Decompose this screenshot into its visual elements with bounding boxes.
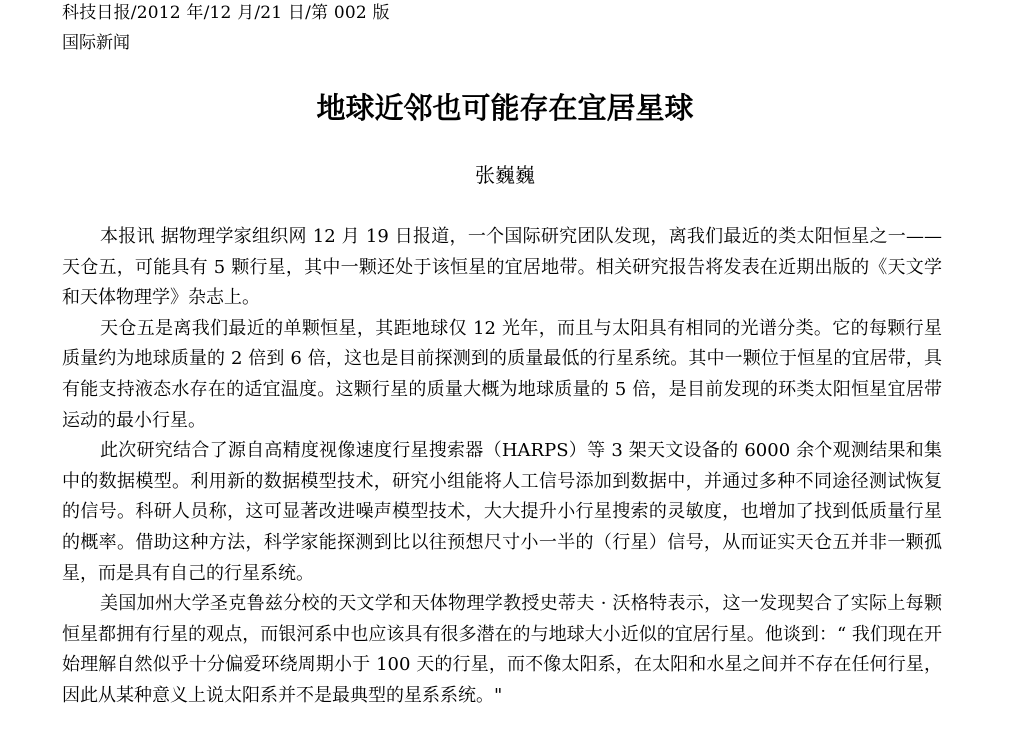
article-author: 张巍巍: [475, 163, 535, 187]
article-body: [62, 222, 942, 712]
paragraph-4: 美国加州大学圣克鲁兹分校的天文学和天体物理学教授史蒂夫 · 沃格特表示，这一发现契合了实际上每颗恒星都拥有行星的观点，而银河系中也应该具有很多潜在的与地球大小近似的宜居行星。他谈到：“ 我们现在开始理解自然似乎十分偏爱环绕周期小于 100 天的行星，而不像太阳系，在太阳和水星之间并不存在任何行星，因此从某种意义上说太阳系并不是最典型的星系系统。": [62, 593, 942, 706]
paragraph-1: 本报讯 据物理学家组织网 12 月 19 日报道，一个国际研究团队发现，离我们最近的类太阳恒星之一——天仓五，可能具有 5 颗行星，其中一颗还处于该恒星的宜居地带。相关研究报告将发表在近期出版的《天文学和天体物理学》杂志上。: [62, 226, 942, 309]
masthead-line: 科技日报/2012 年/12 月/21 日/第 002 版: [62, 3, 390, 23]
paragraph-3: 此次研究结合了源自高精度视像速度行星搜索器（HARPS）等 3 架天文设备的 6000 余个观测结果和集中的数据模型。利用新的数据模型技术，研究小组能将人工信号添加到数据中，并通过多种不同途径测试恢复的信号。科研人员称，这可显著改进噪声模型技术，大大提升小行星搜索的灵敏度，也增加了找到低质量行星的概率。借助这种方法，科学家能探测到比以往预想尺寸小一半的（行星）信号，从而证实天仓五并非一颗孤星，而是具有自己的行星系统。: [62, 440, 942, 584]
paragraph-2: 天仓五是离我们最近的单颗恒星，其距地球仅 12 光年，而且与太阳具有相同的光谱分类。它的每颗行星质量约为地球质量的 2 倍到 6 倍，这也是目前探测到的质量最低的行星系统。其中一颗位于恒星的宜居带，具有能支持液态水存在的适宜温度。这颗行星的质量大概为地球质量的 5 倍，是目前发现的环类太阳恒星宜居带运动的最小行星。: [62, 317, 942, 431]
section-label: 国际新闻: [62, 33, 130, 53]
article-title: 地球近邻也可能存在宜居星球: [316, 91, 694, 125]
